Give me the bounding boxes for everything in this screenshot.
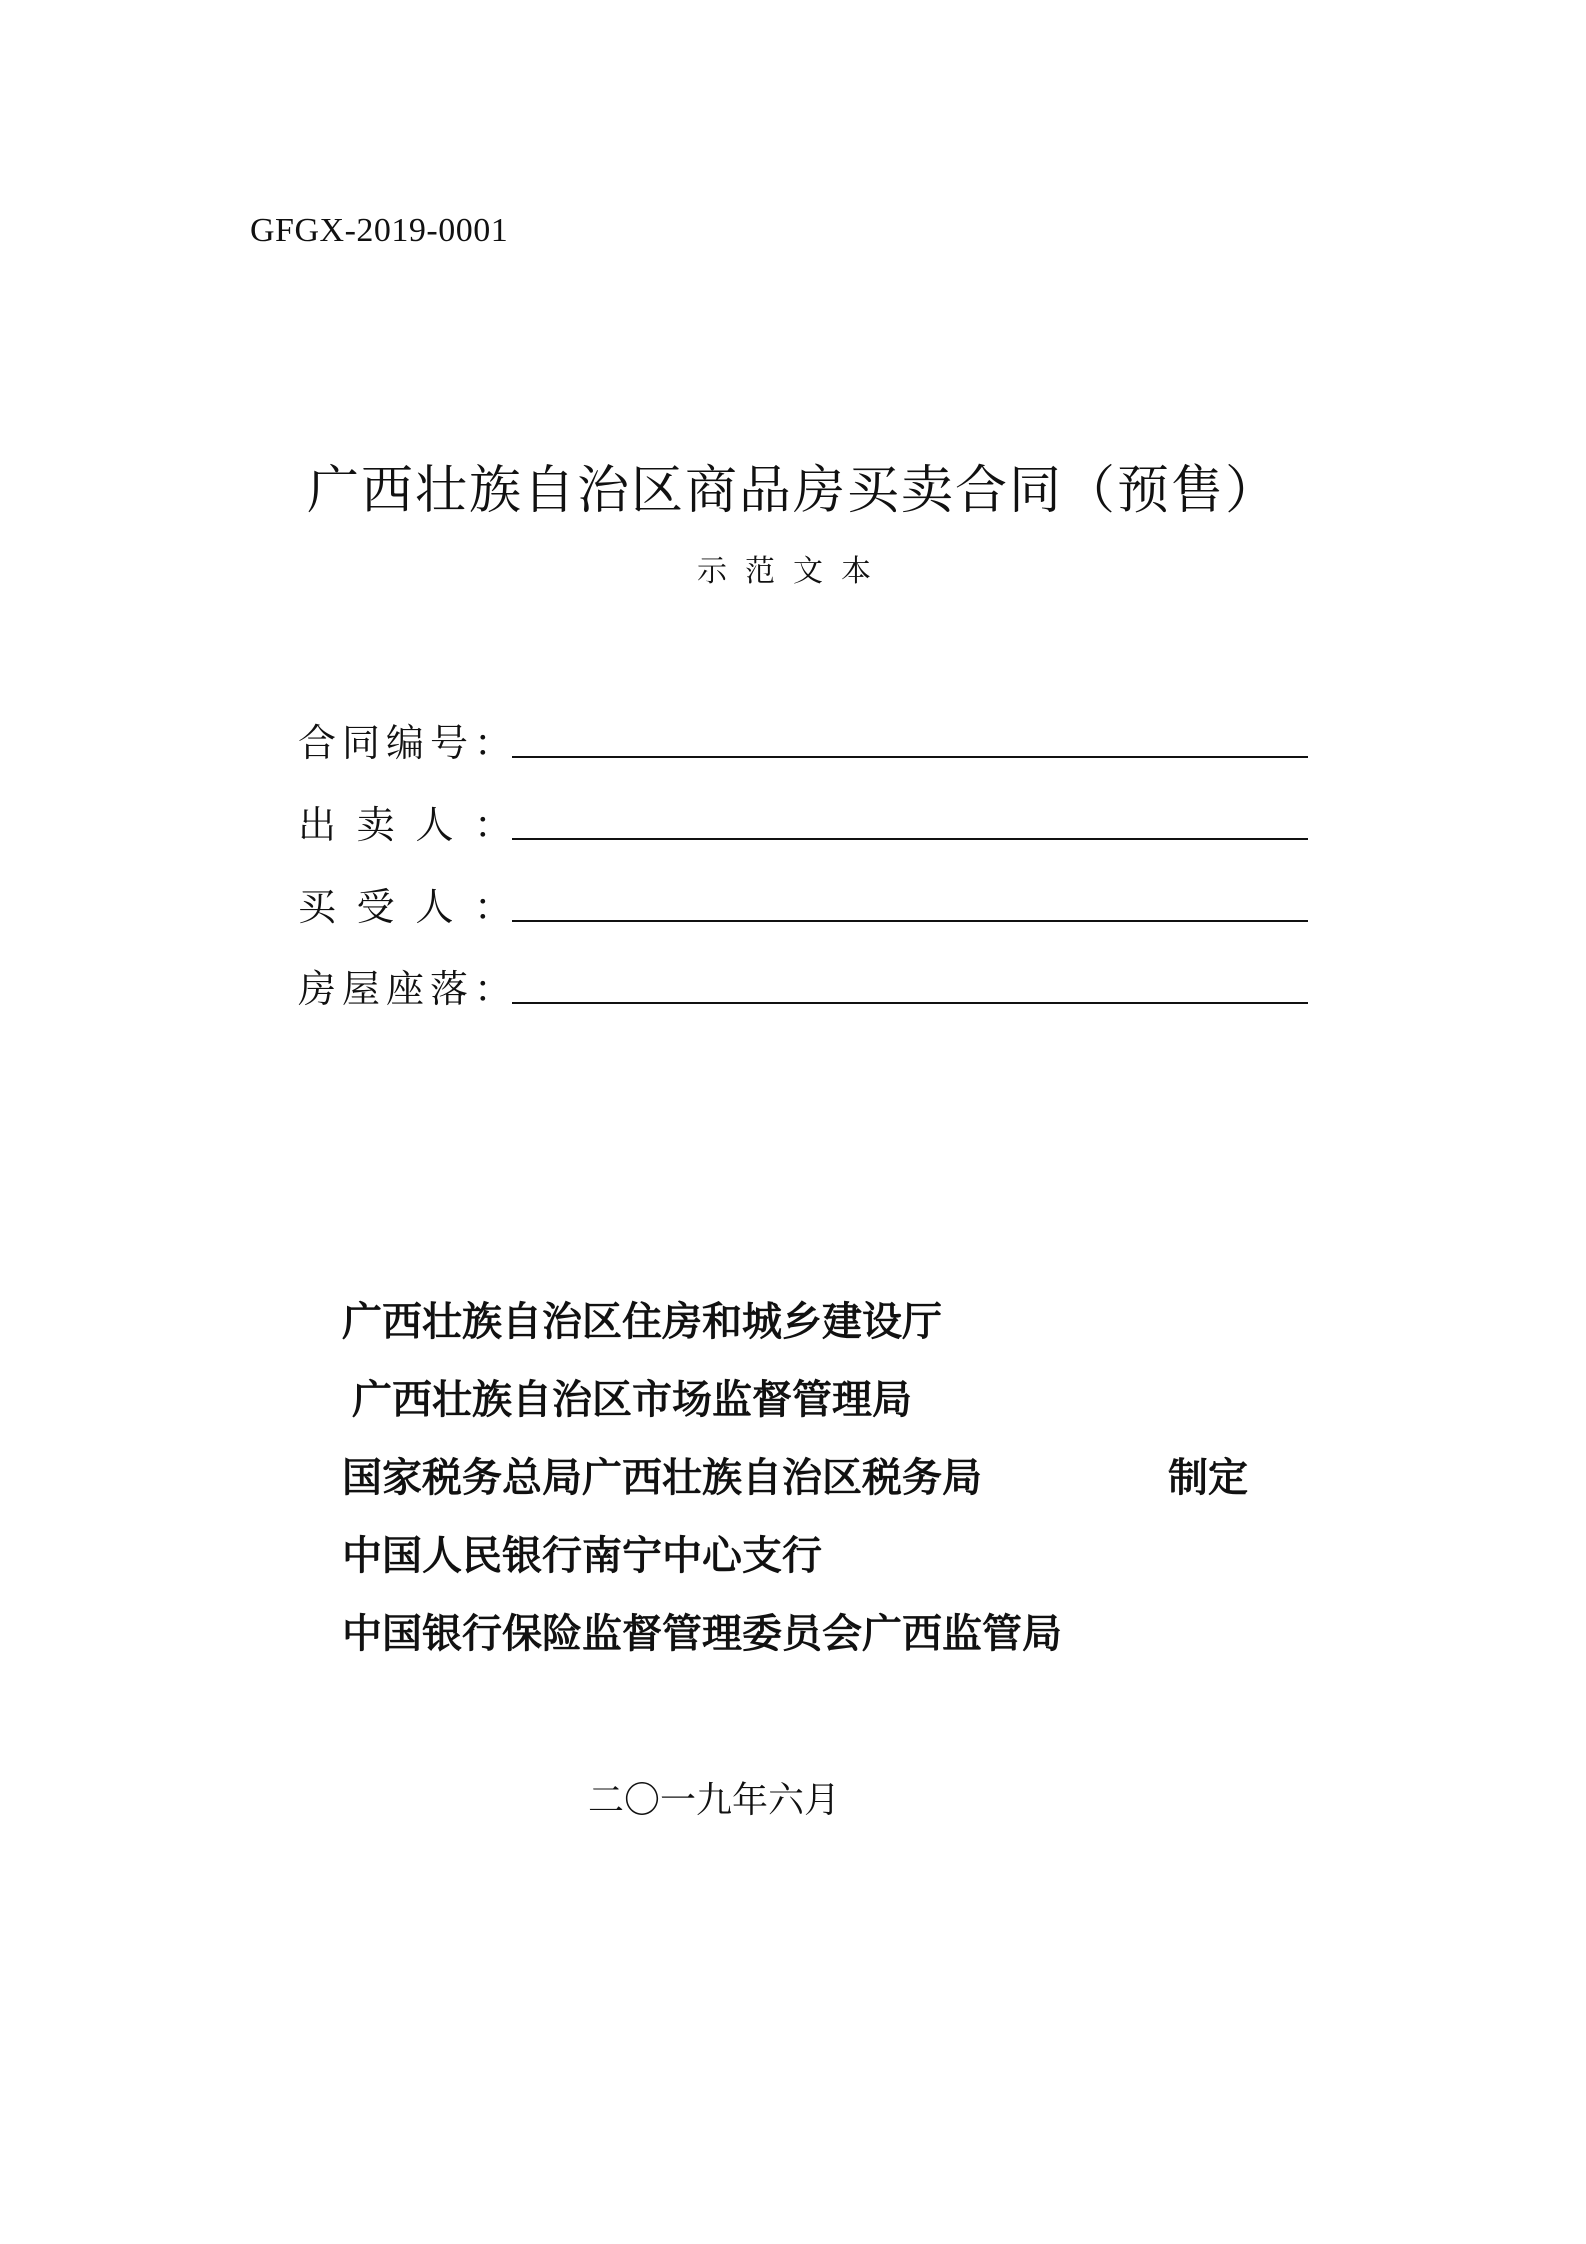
issuer-banking-insurance-regulator: 中国银行保险监督管理委员会广西监管局 [342,1611,1062,1657]
field-buyer [298,870,1308,930]
field-label-property-location: 房 屋 座 落 ： [298,967,512,1011]
document-title: 广西壮族自治区商品房买卖合同（预售） [306,461,1279,521]
issued-by-label: 制定 [1168,1455,1248,1501]
field-underline-property-location [512,1002,1308,1004]
field-label-buyer: 买 受 人 ： [298,885,512,929]
field-property-location [298,952,1308,1012]
document-subtitle: 示范文本 [697,554,889,589]
field-underline-buyer [512,920,1308,922]
field-contract-number [298,706,1308,766]
field-seller [298,788,1308,848]
field-underline-contract-number [512,756,1308,758]
document-date: 二〇一九年六月 [588,1780,841,1821]
field-label-seller: 出 卖 人 ： [298,803,512,847]
issuer-peoples-bank: 中国人民银行南宁中心支行 [342,1533,822,1579]
document-code: GFGX-2019-0001 [250,212,509,249]
issuer-market-regulation: 广西壮族自治区市场监督管理局 [352,1377,912,1423]
field-underline-seller [512,838,1308,840]
issuer-housing-department: 广西壮族自治区住房和城乡建设厅 [342,1299,942,1345]
field-label-contract-number: 合 同 编 号 ： [298,721,512,765]
issuer-tax-bureau: 国家税务总局广西壮族自治区税务局 [342,1455,982,1501]
